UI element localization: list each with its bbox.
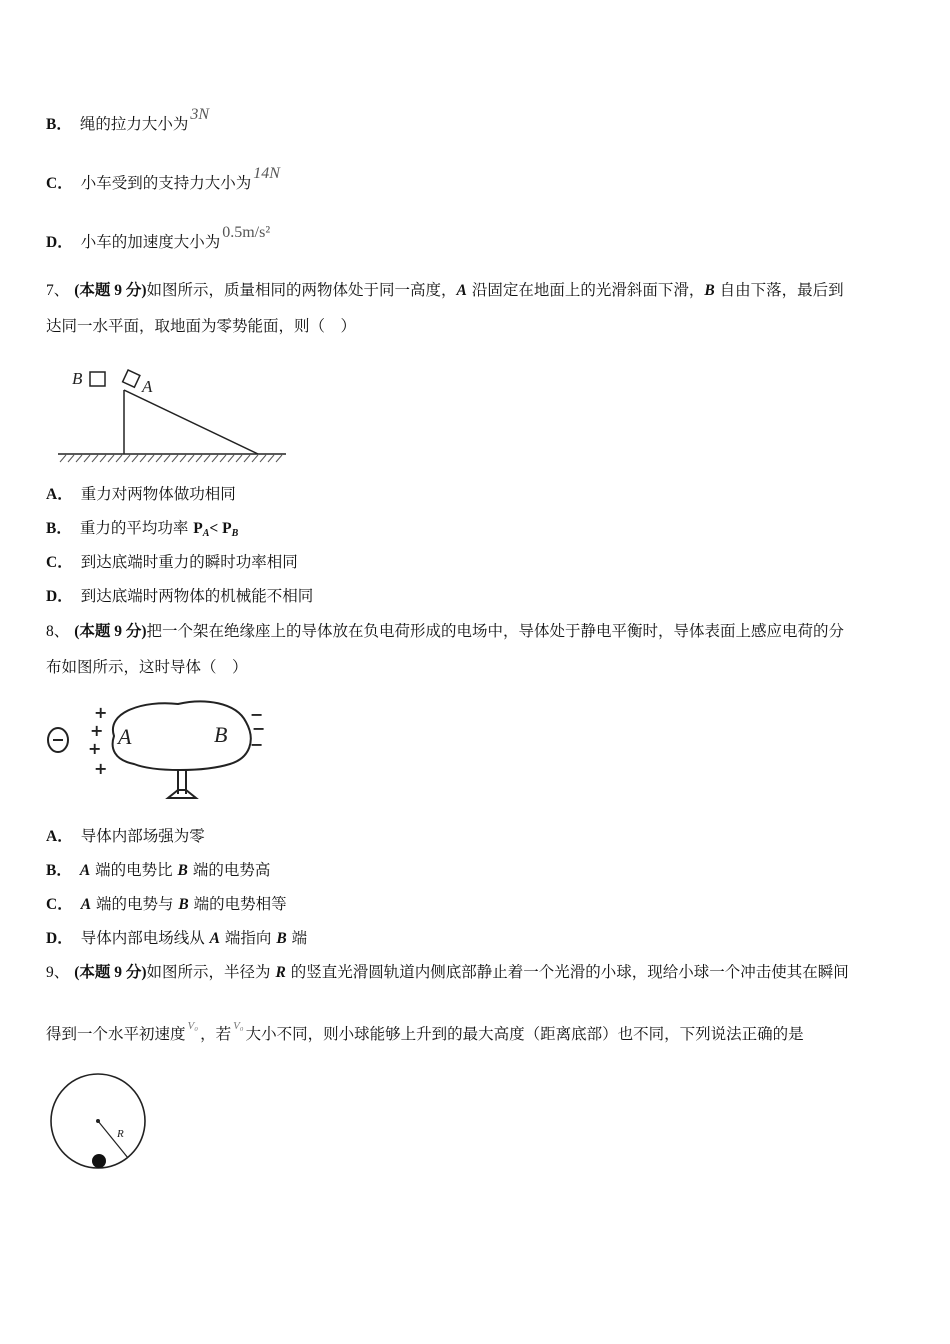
option-text: 小车受到的支持力大小为 [80, 174, 252, 192]
var-b: B [178, 896, 189, 913]
option-text: 导体内部场强为零 [80, 827, 205, 845]
plus-sign: + [88, 739, 102, 758]
conductor-label-a: A [118, 724, 132, 749]
option-label: B． [46, 520, 72, 537]
minus-sign: − [250, 735, 264, 754]
q8-option-d [46, 928, 307, 949]
conductor-label-b: B [214, 722, 228, 747]
var-b: B [704, 282, 715, 299]
option-label: D． [46, 234, 73, 251]
stem-text: 把一个架在绝缘座上的导体放在负电荷形成的电场中，导体处于静电平衡时，导体表面上感应电荷的分 [146, 622, 845, 640]
q8-conductor-figure [44, 694, 274, 806]
option-label: D． [46, 930, 73, 947]
var-a: A [80, 896, 92, 913]
option-text: 到达底端时两物体的机械能不相同 [80, 587, 314, 605]
q8-stem-line2 [46, 657, 248, 677]
q8-option-c [46, 894, 287, 915]
var-a: A [79, 862, 91, 879]
option-text: 导体内部电场线从 [80, 929, 210, 947]
option-math: 0.5m/s² [222, 224, 271, 241]
stem-text: 自由下落，最后到 [714, 281, 844, 299]
stem-text: 沿固定在地面上的光滑斜面下滑， [466, 281, 705, 299]
q7-option-c [46, 552, 298, 573]
option-text: 端的电势高 [187, 861, 271, 879]
option-label: B． [46, 116, 72, 133]
option-text: 端的电势与 [91, 895, 179, 913]
option-text: 小车的加速度大小为 [80, 233, 221, 251]
stem-text: 达同一水平面，取地面为零势能面，则（ ） [46, 317, 357, 335]
power-symbol: P [193, 520, 203, 537]
option-text: 端的电势比 [90, 861, 178, 879]
subscript-b: B [231, 528, 239, 539]
option-label: B． [46, 862, 72, 879]
question-number: 8、 [46, 623, 70, 640]
q6-option-b [46, 106, 210, 135]
question-score: (本题 9 分) [74, 964, 147, 981]
var-r: R [275, 964, 286, 981]
q9-circle-track-figure [44, 1068, 156, 1178]
figure-label-a: A [142, 377, 153, 396]
power-symbol: P [222, 520, 232, 537]
q8-stem-line1 [46, 621, 844, 642]
figure-label-b: B [72, 369, 83, 388]
option-label: A． [46, 828, 73, 845]
stem-text: 大小不同，则小球能够上升到的最大高度（距离底部）也不同，下列说法正确的是 [245, 1025, 804, 1043]
option-label: C． [46, 175, 73, 192]
option-label: D． [46, 588, 73, 605]
option-text: 到达底端时重力的瞬时功率相同 [80, 553, 298, 571]
option-label: A． [46, 486, 73, 503]
var-v0: V₀ [187, 1020, 199, 1032]
q7-stem-line2 [46, 316, 356, 336]
q8-option-a [46, 826, 205, 847]
option-text: 端的电势相等 [188, 895, 287, 913]
q7-option-d [46, 586, 313, 607]
option-text: 端指向 [219, 929, 277, 947]
ground-hatching [60, 455, 282, 462]
option-text: 端 [286, 929, 308, 947]
q9-stem-line1 [46, 962, 849, 983]
minus-sign: − [252, 719, 266, 738]
conductor-body [113, 701, 251, 770]
question-score: (本题 9 分) [74, 623, 147, 640]
question-number: 9、 [46, 964, 70, 981]
question-score: (本题 9 分) [74, 282, 147, 299]
option-text: 重力对两物体做功相同 [80, 485, 236, 503]
stem-text: 布如图所示，这时导体（ ） [46, 658, 248, 676]
q6-option-c [46, 165, 280, 194]
option-text: 重力的平均功率 [79, 519, 194, 537]
minus-sign: − [250, 705, 264, 724]
plus-sign: + [94, 703, 108, 722]
stem-text: ，若 [200, 1025, 232, 1043]
option-math: 3N [190, 106, 210, 123]
stem-text: 如图所示，质量相同的两物体处于同一高度， [146, 281, 457, 299]
stem-text: 的竖直光滑圆轨道内侧底部静止着一个光滑的小球，现给小球一个冲击使其在瞬间 [285, 963, 849, 981]
var-a: A [209, 930, 220, 947]
var-a: A [456, 282, 467, 299]
plus-sign: + [94, 759, 108, 778]
var-v0: V₀ [233, 1020, 244, 1032]
option-math: 14N [253, 165, 280, 182]
plus-sign: + [90, 721, 104, 740]
stem-text: 得到一个水平初速度 [46, 1025, 186, 1043]
block-b [90, 372, 105, 386]
q7-incline-figure [54, 362, 294, 472]
option-label: C． [46, 554, 73, 571]
q9-stem-line2 [46, 1020, 804, 1046]
q6-option-d [46, 224, 271, 253]
var-b: B [276, 930, 287, 947]
subscript-a: A [202, 528, 210, 539]
q7-stem-line1 [46, 280, 844, 301]
block-a [123, 370, 140, 387]
radius-label: R [117, 1128, 124, 1140]
small-ball [92, 1154, 106, 1168]
option-label: C． [46, 896, 73, 913]
less-than: < [209, 520, 223, 537]
var-b: B [177, 862, 188, 879]
stand-base [168, 790, 196, 798]
q7-option-b [46, 518, 238, 541]
option-text: 绳的拉力大小为 [79, 115, 189, 133]
q7-option-a [46, 484, 236, 505]
question-number: 7、 [46, 282, 70, 299]
q8-option-b [46, 860, 270, 881]
incline-slope [124, 390, 258, 454]
stem-text: 如图所示，半径为 [146, 963, 276, 981]
